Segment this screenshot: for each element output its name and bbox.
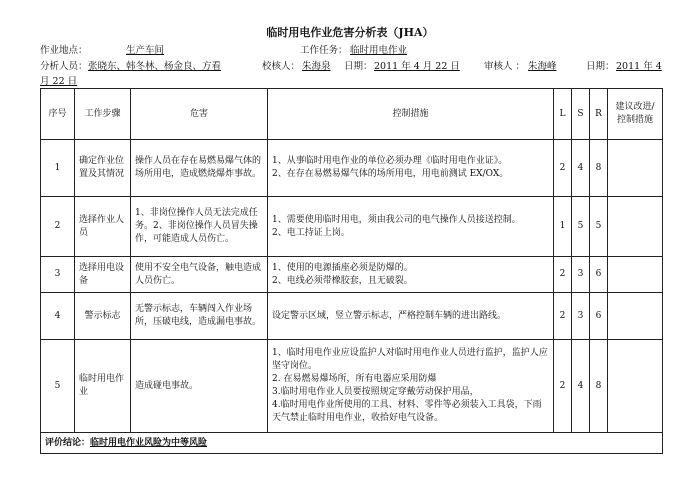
row-l: 2	[554, 140, 572, 197]
conclusion-value: 临时用电作业风险为中等风险	[90, 437, 208, 448]
col-header-s: S	[572, 89, 590, 140]
task-label: 工作任务：	[300, 45, 348, 56]
row-step: 临时用电作业	[75, 340, 131, 433]
row-r: 6	[590, 293, 608, 340]
checker-value: 朱海泉	[302, 61, 331, 72]
control-item: 1、需要使用临时用电，须由我公司的电气操作人员接送控制。	[272, 214, 521, 225]
document-title: 临时用电作业危害分析表（JHA）	[266, 26, 434, 39]
row-r: 8	[590, 140, 608, 197]
col-header-hazard: 危害	[131, 89, 268, 140]
row-no: 3	[41, 257, 75, 293]
analysts-value: 张晓东、韩冬林、杨金良、方看	[88, 61, 222, 72]
col-header-step: 工作步骤	[75, 89, 131, 140]
reviewer-value: 朱海峰	[528, 61, 557, 72]
row-suggest	[608, 140, 663, 197]
table-row	[41, 257, 663, 293]
row-controls	[268, 140, 554, 197]
jha-table	[40, 88, 663, 454]
control-item: 1、使用的电源插座必须是防爆的。	[272, 262, 413, 273]
table-row	[41, 340, 663, 433]
row-hazard: 操作人员在存在易燃易爆气体的场所用电，造成燃烧爆炸事故。	[131, 140, 268, 197]
row-controls	[268, 197, 554, 257]
date2-continuation: 月 22 日	[40, 76, 78, 87]
control-item: 2. 在易燃易爆场所，所有电器应采用防爆	[272, 374, 437, 384]
col-header-suggest: 建议改进/控制措施	[608, 89, 663, 140]
row-l: 2	[554, 293, 572, 340]
control-item: 设定警示区域，竖立警示标志，严格控制车辆的进出路线。	[272, 310, 507, 321]
date1-value: 2011 年 4 月 22 日	[374, 61, 460, 72]
reviewer-label: 审核人 ：	[484, 61, 526, 72]
row-l: 1	[554, 197, 572, 257]
control-item: 4.临时用电作业所使用的工具、材料、零件等必须装入工具袋，下雨天气禁止临时用电作业，收拾好电气设备。	[272, 400, 542, 423]
evaluation-conclusion	[41, 433, 663, 454]
row-controls	[268, 293, 554, 340]
control-item: 3.临时用电作业人员要按照规定穿戴劳动保护用品，	[272, 387, 479, 397]
location-label: 作业地点：	[40, 45, 88, 56]
row-hazard: 无警示标志，车辆闯入作业场所，压破电线，造成漏电事故。	[131, 293, 268, 340]
control-item: 1、从事临时用电作业的单位必须办理《临时用电作业证》。	[272, 156, 508, 166]
date2-label: 日期：	[586, 61, 615, 72]
location-value: 生产车间	[125, 45, 164, 56]
footer-row	[41, 433, 663, 454]
row-s: 3	[572, 293, 590, 340]
table-row	[41, 140, 663, 197]
row-step: 选择作业人员	[75, 197, 131, 257]
row-hazard: 1、非岗位操作人员无法完成任务。2、非岗位操作人员冒失操作，可能造成人员伤亡。	[131, 197, 268, 257]
col-header-control: 控制措施	[268, 89, 554, 140]
date2-value: 2011 年 4	[616, 61, 662, 72]
checker-label: 校核人：	[262, 61, 301, 72]
row-no: 5	[41, 340, 75, 433]
row-suggest	[608, 197, 663, 257]
row-controls	[268, 257, 554, 293]
row-hazard: 造成碰电事故。	[131, 340, 268, 433]
row-s: 3	[572, 257, 590, 293]
row-s: 4	[572, 140, 590, 197]
control-item: 2、电工持证上岗。	[272, 227, 350, 238]
date1-label: 日期：	[344, 61, 373, 72]
row-step: 选择用电设备	[75, 257, 131, 293]
col-header-l: L	[554, 89, 572, 140]
row-controls	[268, 340, 554, 433]
row-l: 2	[554, 257, 572, 293]
table-row	[41, 197, 663, 257]
control-item: 2、在存在易燃易爆气体的场所用电，用电前测试 EX/OX。	[272, 169, 509, 179]
row-suggest	[608, 257, 663, 293]
row-no: 4	[41, 293, 75, 340]
col-header-r: R	[590, 89, 608, 140]
table-header-row	[41, 89, 663, 140]
col-header-no: 序号	[41, 89, 75, 140]
analysts-label: 分析人员：	[40, 61, 88, 72]
row-s: 5	[572, 197, 590, 257]
row-hazard: 使用不安全电气设备，触电造成人员伤亡。	[131, 257, 268, 293]
row-step: 确定作业位置及其情况	[75, 140, 131, 197]
row-s: 4	[572, 340, 590, 433]
row-l: 2	[554, 340, 572, 433]
table-row	[41, 293, 663, 340]
task-value: 临时用电作业	[350, 45, 408, 56]
control-item: 2、电线必须带橡胶套，且无破裂。	[272, 275, 413, 286]
control-item: 1、临时用电作业应设监护人对临时用电作业人员进行监护，监护人应坚守岗位。	[272, 348, 548, 371]
row-no: 2	[41, 197, 75, 257]
row-suggest	[608, 293, 663, 340]
row-r: 5	[590, 197, 608, 257]
row-r: 8	[590, 340, 608, 433]
row-suggest	[608, 340, 663, 433]
row-step: 警示标志	[75, 293, 131, 340]
row-r: 6	[590, 257, 608, 293]
conclusion-label: 评价结论：	[45, 437, 91, 448]
row-no: 1	[41, 140, 75, 197]
